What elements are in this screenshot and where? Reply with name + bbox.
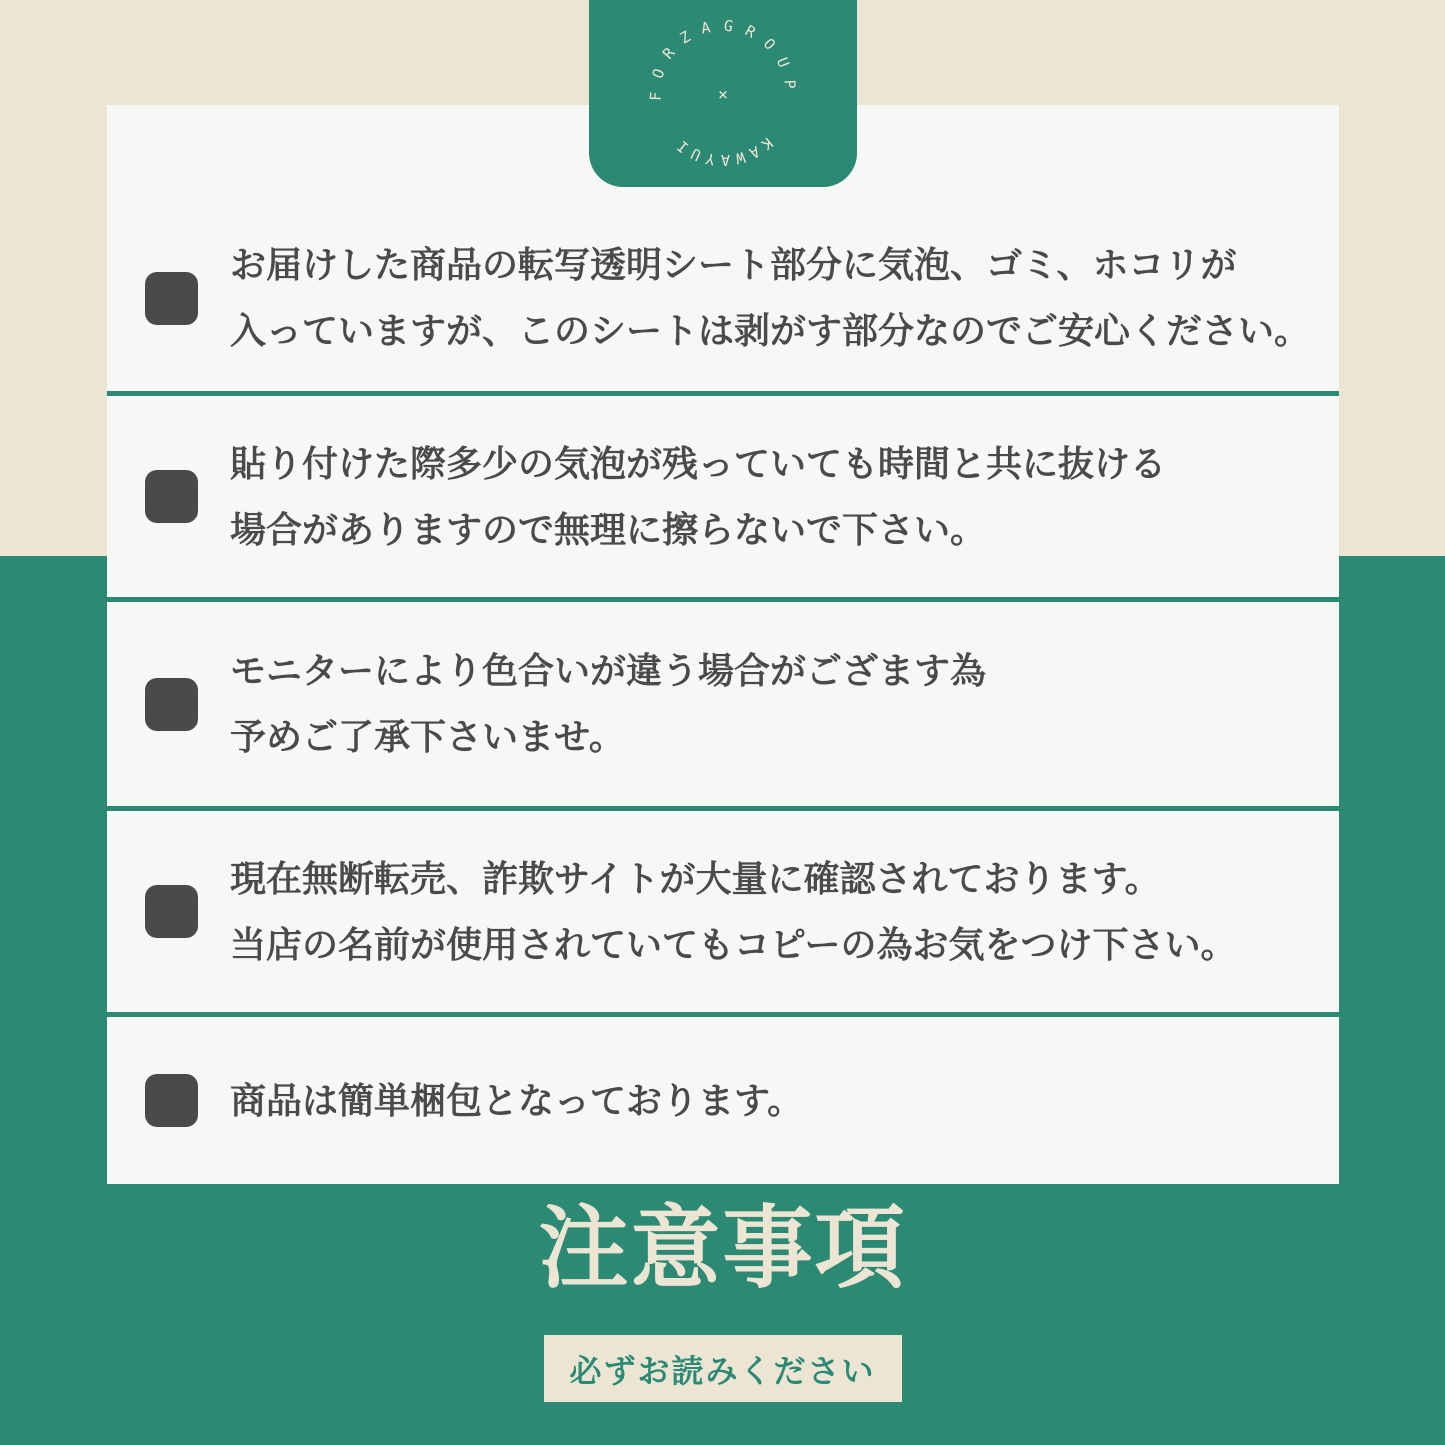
notice-line: 予めご了承下さいませ。 <box>230 716 625 757</box>
notice-text <box>230 846 1237 978</box>
read-notice-label: 必ずお読みください <box>543 1335 901 1402</box>
notice-card <box>107 105 1339 1184</box>
brand-logo-top-text: FORZAGROUP <box>646 16 800 102</box>
notice-line: 現在無断転売、詐欺サイトが大量に確認されております。 <box>230 857 1161 899</box>
notice-row <box>107 811 1339 1012</box>
notice-line: 入っていますが、このシートは剥がす部分なのでご安心ください。 <box>230 310 1311 351</box>
brand-logo-bottom-text: KAWAYUI <box>669 133 777 170</box>
notice-line: お届けした商品の転写透明シート部分に気泡、ゴミ、ホコリが <box>230 244 1237 285</box>
checkbox-bullet-icon <box>145 885 198 938</box>
notice-text <box>230 1068 803 1134</box>
checkbox-bullet-icon <box>145 1074 198 1127</box>
checkbox-bullet-icon <box>145 272 198 325</box>
notice-row <box>107 602 1339 806</box>
notice-text <box>230 638 986 770</box>
notice-line: 場合がありますので無理に擦らないで下さい。 <box>230 508 987 550</box>
notice-text <box>230 431 1166 563</box>
checkbox-bullet-icon <box>145 678 198 731</box>
checkbox-bullet-icon <box>145 470 198 523</box>
notice-line: モニターにより色合いが違う場合がござます為 <box>230 650 987 691</box>
notice-row <box>107 1017 1339 1184</box>
page-title: 注意事項 <box>538 1199 907 1299</box>
brand-logo <box>589 0 857 187</box>
brand-tab <box>589 0 857 187</box>
notice-line: 商品は簡単梱包となっております。 <box>230 1079 804 1121</box>
notice-line: 当店の名前が使用されていてもコピーの為お気をつけ下さい。 <box>230 923 1237 965</box>
notice-text <box>230 232 1310 364</box>
notice-line: 貼り付けた際多少の気泡が残っていても時間と共に抜ける <box>230 442 1167 484</box>
notice-row <box>107 396 1339 597</box>
brand-logo-cross-icon: × <box>717 85 729 105</box>
